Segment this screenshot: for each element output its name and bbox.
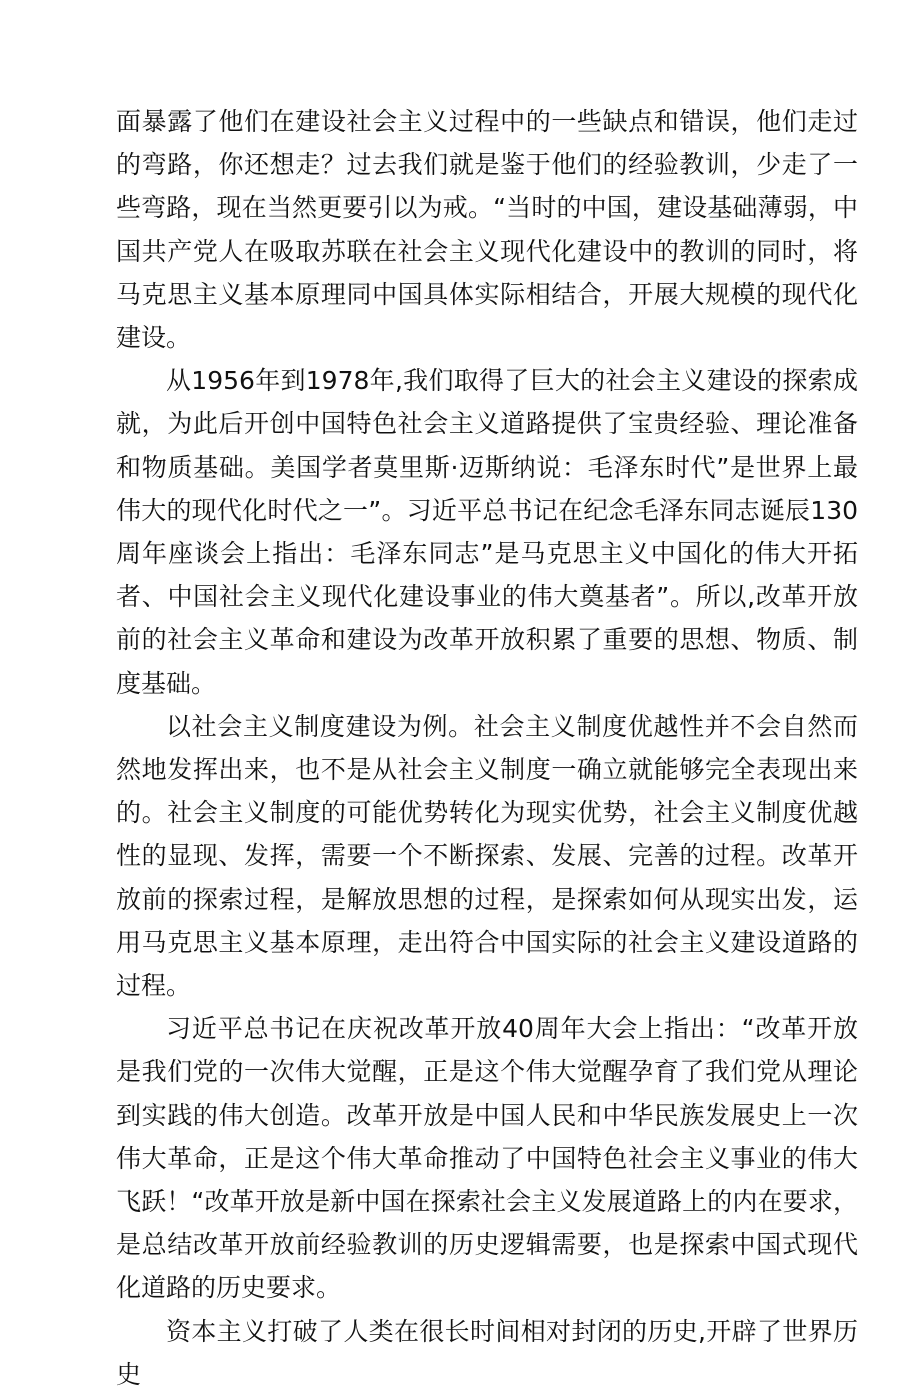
paragraph-5: 资本主义打破了人类在很长时间相对封闭的历史,开辟了世界历史 [116,1316,858,1389]
paragraph-1: 面暴露了他们在建设社会主义过程中的一些缺点和错误，他们走过的弯路，你还想走？过去我们就是鉴于他们的经验教训，少走了一些弯路，现在当然更要引以为戒。“当时的中国，建设基础薄弱，中国共产党人在吸取苏联在社会主义现代化建设中的教训的同时，将马克思主义基本原理同中国具体实际相结合，开展大规模的现代化建设。 [116,107,858,353]
paragraph-2: 从1956年到1978年,我们取得了巨大的社会主义建设的探索成就，为此后开创中国特色社会主义道路提供了宝贵经验、理论准备和物质基础。美国学者莫里斯·迈斯纳说：毛泽东时代”是世界上最伟大的现代化时代之一”。习近平总书记在纪念毛泽东同志诞辰130周年座谈会上指出：毛泽东同志”是马克思主义中国化的伟大开拓者、中国社会主义现代化建设事业的伟大奠基者”。所以,改革开放前的社会主义革命和建设为改革开放积累了重要的思想、物质、制度基础。 [116,366,858,698]
document-body [116,100,858,1396]
paragraph-3: 以社会主义制度建设为例。社会主义制度优越性并不会自然而然地发挥出来，也不是从社会主义制度一确立就能够完全表现出来的。社会主义制度的可能优势转化为现实优势，社会主义制度优越性的显现、发挥，需要一个不断探索、发展、完善的过程。改革开放前的探索过程，是解放思想的过程，是探索如何从现实出发，运用马克思主义基本原理，走出符合中国实际的社会主义建设道路的过程。 [116,711,858,1001]
paragraph-4: 习近平总书记在庆祝改革开放40周年大会上指出：“改革开放是我们党的一次伟大觉醒，正是这个伟大觉醒孕育了我们党从理论到实践的伟大创造。改革开放是中国人民和中华民族发展史上一次伟大革命，正是这个伟大革命推动了中国特色社会主义事业的伟大飞跃！“改革开放是新中国在探索社会主义发展道路上的内在要求，是总结改革开放前经验教训的历史逻辑需要，也是探索中国式现代化道路的历史要求。 [116,1014,858,1303]
